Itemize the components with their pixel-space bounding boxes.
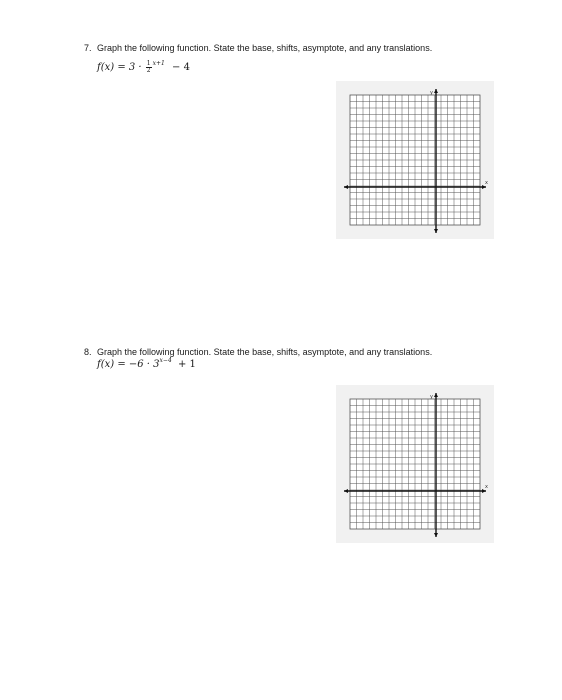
fraction-denominator: 2	[146, 67, 151, 74]
problem-number: 7.	[84, 43, 92, 53]
x-axis-arrow-left	[344, 185, 348, 189]
y-axis-arrow-up	[434, 89, 438, 93]
problem-number: 8.	[84, 347, 92, 357]
formula-fraction	[146, 61, 152, 74]
y-axis-label: y	[430, 394, 433, 400]
grid-svg	[336, 81, 494, 239]
x-axis-label: x	[485, 180, 488, 186]
x-axis-label: x	[485, 484, 488, 490]
y-axis-arrow-up	[434, 393, 438, 397]
y-axis-label: y	[430, 90, 433, 96]
formula-tail: + 1	[177, 359, 196, 370]
formula-tail: − 4	[172, 62, 190, 73]
coordinate-grid[interactable]	[336, 385, 494, 543]
problem-instruction: Graph the following function. State the base, shifts, asymptote, and any translations.	[97, 43, 433, 53]
x-axis-arrow-left	[344, 489, 348, 493]
problem-instruction: Graph the following function. State the base, shifts, asymptote, and any translations.	[97, 347, 433, 357]
formula-lhs: f(x) = 3 ·	[97, 62, 142, 73]
problem-7-formula	[97, 61, 190, 74]
problem-8-formula	[97, 359, 196, 370]
formula-lhs: f(x) = −6 · 3	[97, 359, 160, 370]
y-axis-arrow-down	[434, 533, 438, 537]
y-axis-arrow-down	[434, 229, 438, 233]
problem-8-instruction-line	[84, 347, 432, 357]
formula-exponent: x−4	[159, 357, 172, 364]
fraction-numerator: 1	[146, 60, 151, 67]
coordinate-grid[interactable]	[336, 81, 494, 239]
problem-7-instruction-line	[84, 43, 432, 53]
grid-svg	[336, 385, 494, 543]
formula-exponent: x+1	[152, 60, 165, 67]
